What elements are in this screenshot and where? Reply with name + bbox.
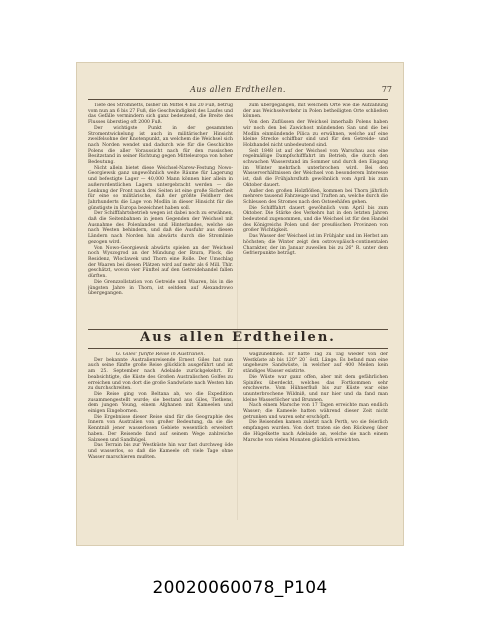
section-rule-bottom (88, 348, 388, 349)
paragraph: Die Wüste war ganz offen, aber mit dem gefährlichen Spinifex überdeckt, welches das Fortkommen sehr erschwerte. Vom Hühnerfluß bis zur Küste war eine ununterbrochene Wildniß, und nur hier und da fand man kleine Wasserlöcher und Brunnen. (243, 374, 388, 403)
paragraph: Das Wasser der Weichsel ist im Frühjahr und im Herbst am höchsten; die Winter zeigt den ostrovopäisch-continentalen Charakter, der im Januar zuweilen bis zu 26° R. unter dem Gefrierpunkte beträgt. (243, 234, 388, 257)
paragraph: Seit 1848 ist auf der Weichsel von Warschau aus eine regelmäßige Dampfschifffahrt im Betrieb, die durch den schwachen Wasserstand im Sommer und durch den Eisgang im Winter mehrfach unterbrochen wird. Bei den Wasserverhältnissen der Weichsel von besonderem Interesse ist, daß die Frühjahrsfluth gewöhnlich vom April bis zum Oktober dauert. (243, 148, 388, 188)
page-number: 77 (381, 85, 392, 94)
paragraph: Tiefe des Stromnetts, bisher im Mittel 4 bis 20 Fuß, betrug vom nun an 6 bis 27 Fuß, die Geschwindigkeit des Laufes und das Gefälle vermindern sich ganz bedeutend, die Breite des Flusses überstieg oft 2000 Fuß. (88, 103, 233, 126)
paragraph: wagzunehmen. Er hatte Tag zu Tag wieder von der Westküste ab bis 120° 20´ östl. Länge. Es befand man eine ungeheure Sandwüste, in welcher auf 400 Meilen kein ständiges Wasser existirte. (243, 352, 388, 375)
paragraph: Die Grenzzollstation von Getreide und Waaren, bis in die jüngsten Jahre in Thorn, ist seitdem auf Alexandrowo übergegangen. (88, 279, 233, 297)
top-right-column (243, 103, 388, 325)
paragraph: Die Ergebnisse dieser Reise sind für die Geographie des Innern von Australien von großer Bedeutung, da sie die Kenntniß jener wasserlosen Gebiete wesentlich erweitert haben. Der Reisende fand auf seinem Wege zahlreiche Salzseen und Sandhügel. (88, 414, 233, 443)
header-rule (88, 99, 388, 100)
paragraph: Die Reise ging von Beltana ab, wo die Expedition zusammengestellt wurde; sie bestand aus Giles, Tietkens, dem jungen Young, einem Afghanen mit Kameelen und einigen Eingebornen. (88, 391, 233, 415)
bottom-right-column (243, 352, 388, 530)
paragraph: Von den Zuflüssen der Weichsel innerhalb Polens haben wir noch den bei Zawichost mündenden San und die bei Modlin einmündende Pilica zu erwähnen, welche auf eine kleine Strecke schiffbar sind und für den Getreide- und Holzhandel nicht unbedeutend sind. (243, 120, 388, 148)
page-crease (237, 120, 238, 520)
running-header (84, 85, 392, 97)
image-caption: 20020060078_P104 (152, 578, 328, 598)
paragraph: Der Schifffahrtsbetrieb wegen ist dabei noch zu erwähnen, daß die Seitenbahnen in jenen Gegenden der Weichsel mit Ausnahme des Polenlandes und Hinterlandes, welche sie nach Westen behindern, und daß die Ausfuhr aus diesen Ländern nach Norden hin abwärts durch die Stromlinie gezogen wird. (88, 211, 233, 245)
paragraph: Außer den großen Holzflößen, kommen bei Thorn jährlich mehrere tausend Fahrzeuge und Traften an, welche durch die Schleusen des Stromes nach den Ostseehäfen gehen. (243, 188, 388, 205)
bottom-left-column (88, 352, 233, 530)
paragraph: Der bekannte Australienreisende Ernest Giles hat nun auch seine fünfte große Reise glücklich ausgeführt und ist am 25. September nach Adelaide zurückgekehrt. Er beabsichtigte, die Küste des Großen Australischen Golfes zu erreichen und von dort die große Sandwüste nach Westen hin zu durchschreiten. (88, 357, 233, 392)
paragraph: zum übergegangen, mit welchem Orte wie die Aufzählung der aus Weichselverkehr in Polen betheiligten Orte schließen können. (243, 103, 388, 120)
paragraph: Der wichtigste Punkt in der gesammten Stromentwickelung ist auch in militärischer Hinsicht zweifelsohne der Knotenpunkt, an welchem die Weichsel sich nach Norden wendet und dadurch wie für die Geschichte Polens die aller Voraussicht nach für den russischen Besitzstand in seiner Richtung gegen Mitteleuropa von hoher Bedeutung. (88, 125, 233, 166)
paragraph: Die Schifffahrt dauert gewöhnlich vom April bis zum Oktober. Die Stärke des Verkehrs hat in den letzten Jahren bedeutend zugenommen, und die Weichsel ist für den Handel des Königreichs Polen und der preußischen Provinzen von großer Wichtigkeit. (243, 205, 388, 234)
paragraph: Nicht allein bietet diese Weichsel-Narew-Festung Nowo-Georgiewsk ganz ungewöhnlich weite Räume für Lagerung und befestigte Lager — 40,000 Mann können hier allein in außerordentlichen Lagern untergebracht werden — die Lenkung der Front nach drei Seiten ist eine große Sicherheit für eine so militärische, daß der größte Feldherr des Jahrhunderts die Lage von Modlin in dieser Hinsicht für die günstigste in Europa bezeichnet haben soll. (88, 165, 233, 211)
paragraph: Das Terrain bis zur Westküste hin war fast durchweg öde und wasserlos, so daß die Kameele oft viele Tage ohne Wasser marschieren mußten. (88, 443, 233, 460)
paragraph: Von Nowo-Georgiewsk abwärts spielen an der Weichsel noch Wyszogrod an der Mündung der Bzura, Plock, die Residenz, Wloclawek und Thorn eine Rolle. Der Umschlag der Waaren bei diesen Plätzen wird auf mehr als 6 Mill. Thlr. geschätzt, wovon vier Fünftel auf den Getreidehandel fallen dürften. (88, 245, 233, 280)
paragraph: Nach einem Marsche von 17 Tagen erreichte man endlich Wasser; die Kameele hatten während dieser Zeit nicht getrunken und waren sehr erschöpft. (243, 403, 388, 420)
section-title: Aus allen Erdtheilen. (140, 330, 336, 345)
top-left-column (88, 103, 233, 325)
paragraph: Die Reisenden kamen zuletzt nach Perth, wo sie feierlich empfangen wurden. Von dort traten sie den Rückweg über die Hügelkette nach Adelaide an, welche sie nach einem Marsche von vielen Monaten glücklich erreichten. (243, 420, 388, 443)
header-title: Aus allen Erdtheilen. (190, 85, 286, 94)
article-title: G. Giles’ fünfte Reise in Australien. (115, 352, 206, 357)
